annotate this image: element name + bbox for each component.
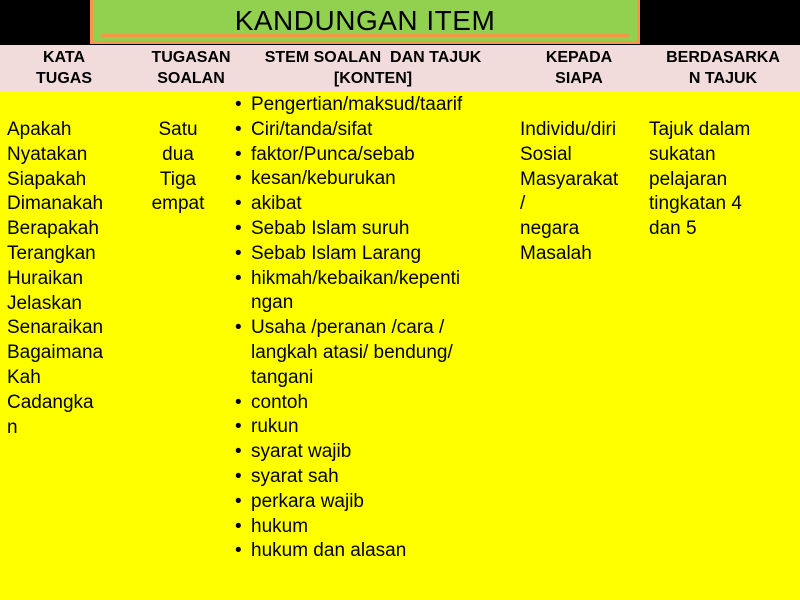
header-tugasan-soalan-line1: TUGASAN xyxy=(151,49,231,66)
stem-soalan-list xyxy=(234,93,504,564)
berdasarkan-tajuk-item: dan 5 xyxy=(649,218,697,240)
stem-soalan-item: • Sebab Islam Larang xyxy=(234,242,504,267)
tugasan-soalan-item: Tiga xyxy=(159,168,197,190)
stem-soalan-item: • Pengertian/maksud/taarif xyxy=(234,93,504,118)
berdasarkan-tajuk-item: Tajuk dalam xyxy=(649,119,751,140)
header-berdasarkan-tajuk-line2: N TAJUK xyxy=(688,70,758,87)
kata-tugas-item: Terangkan xyxy=(7,242,96,264)
header-stem-soalan xyxy=(238,45,508,91)
tugasan-soalan-item: Satu xyxy=(158,119,198,140)
berdasarkan-tajuk-item: tingkatan 4 xyxy=(649,193,742,215)
header-stem-soalan-line2: [KONTEN] xyxy=(333,70,413,87)
stem-soalan-item: • hukum xyxy=(234,515,504,540)
header-berdasarkan-tajuk xyxy=(646,45,800,91)
stem-soalan-item: • hikmah/kebaikan/kepenti ngan xyxy=(234,267,504,317)
tugasan-soalan-column xyxy=(130,118,226,217)
kata-tugas-item: Senaraikan xyxy=(7,317,104,339)
header-kepada-siapa-line1: KEPADA xyxy=(545,49,613,66)
kepada-siapa-item: negara xyxy=(520,218,580,240)
stem-soalan-item: • syarat wajib xyxy=(234,440,504,465)
kepada-siapa-item: Masyarakat xyxy=(520,168,619,190)
title-banner xyxy=(90,0,640,44)
stem-soalan-item: • Sebab Islam suruh xyxy=(234,217,504,242)
header-kata-tugas-line1: KATA xyxy=(42,49,86,66)
stem-soalan-item: • Usaha /peranan /cara / langkah atasi/ bendung/ tangani xyxy=(234,316,504,390)
kata-tugas-item: Siapakah xyxy=(7,168,87,190)
stem-soalan-item: • hukum dan alasan xyxy=(234,539,504,564)
kepada-siapa-column xyxy=(520,118,618,267)
kata-tugas-item: Jelaskan xyxy=(7,292,82,314)
kata-tugas-item: Berapakah xyxy=(7,218,99,240)
header-tugasan-soalan xyxy=(126,45,256,91)
kepada-siapa-item: Individu/diri xyxy=(520,119,617,140)
header-kepada-siapa xyxy=(512,45,646,91)
berdasarkan-tajuk-column xyxy=(649,118,750,242)
kata-tugas-item: Dimanakah xyxy=(7,193,104,215)
tugasan-soalan-item: dua xyxy=(162,143,194,165)
header-kata-tugas xyxy=(0,45,128,91)
header-kata-tugas-line2: TUGAS xyxy=(36,70,92,87)
kata-tugas-column xyxy=(7,118,103,440)
header-kepada-siapa-line2: SIAPA xyxy=(555,70,603,87)
berdasarkan-tajuk-item: sukatan xyxy=(649,143,716,165)
slide-title: KANDUNGAN ITEM xyxy=(234,4,496,36)
kata-tugas-item: Apakah xyxy=(7,119,72,140)
kata-tugas-item: Bagaimana xyxy=(7,342,104,364)
header-berdasarkan-tajuk-line1: BERDASARKA xyxy=(666,49,780,66)
kata-tugas-item: Nyatakan xyxy=(7,143,88,165)
table-body xyxy=(0,91,800,600)
stem-soalan-item: • faktor/Punca/sebab xyxy=(234,143,504,168)
kata-tugas-item: Kah xyxy=(7,366,41,388)
stem-soalan-item: • perkara wajib xyxy=(234,490,504,515)
stem-soalan-item: • akibat xyxy=(234,192,504,217)
kata-tugas-item: n xyxy=(7,416,18,438)
berdasarkan-tajuk-item: pelajaran xyxy=(649,168,728,190)
kata-tugas-item: Huraikan xyxy=(7,267,84,289)
stem-soalan-item: • kesan/keburukan xyxy=(234,167,504,192)
stem-soalan-item: • rukun xyxy=(234,415,504,440)
stem-soalan-item: • Ciri/tanda/sifat xyxy=(234,118,504,143)
kata-tugas-item: Cadangka xyxy=(7,391,94,413)
stem-soalan-item: • syarat sah xyxy=(234,465,504,490)
kepada-siapa-item: Sosial xyxy=(520,143,572,165)
header-stem-soalan-line1: STEM SOALAN DAN TAJUK xyxy=(264,49,482,66)
tugasan-soalan-item: empat xyxy=(151,193,205,215)
table-header-row xyxy=(0,45,800,91)
stem-soalan-item: • contoh xyxy=(234,391,504,416)
kepada-siapa-item: / xyxy=(520,193,526,215)
header-tugasan-soalan-line2: SOALAN xyxy=(157,70,225,87)
kepada-siapa-item: Masalah xyxy=(520,242,592,264)
